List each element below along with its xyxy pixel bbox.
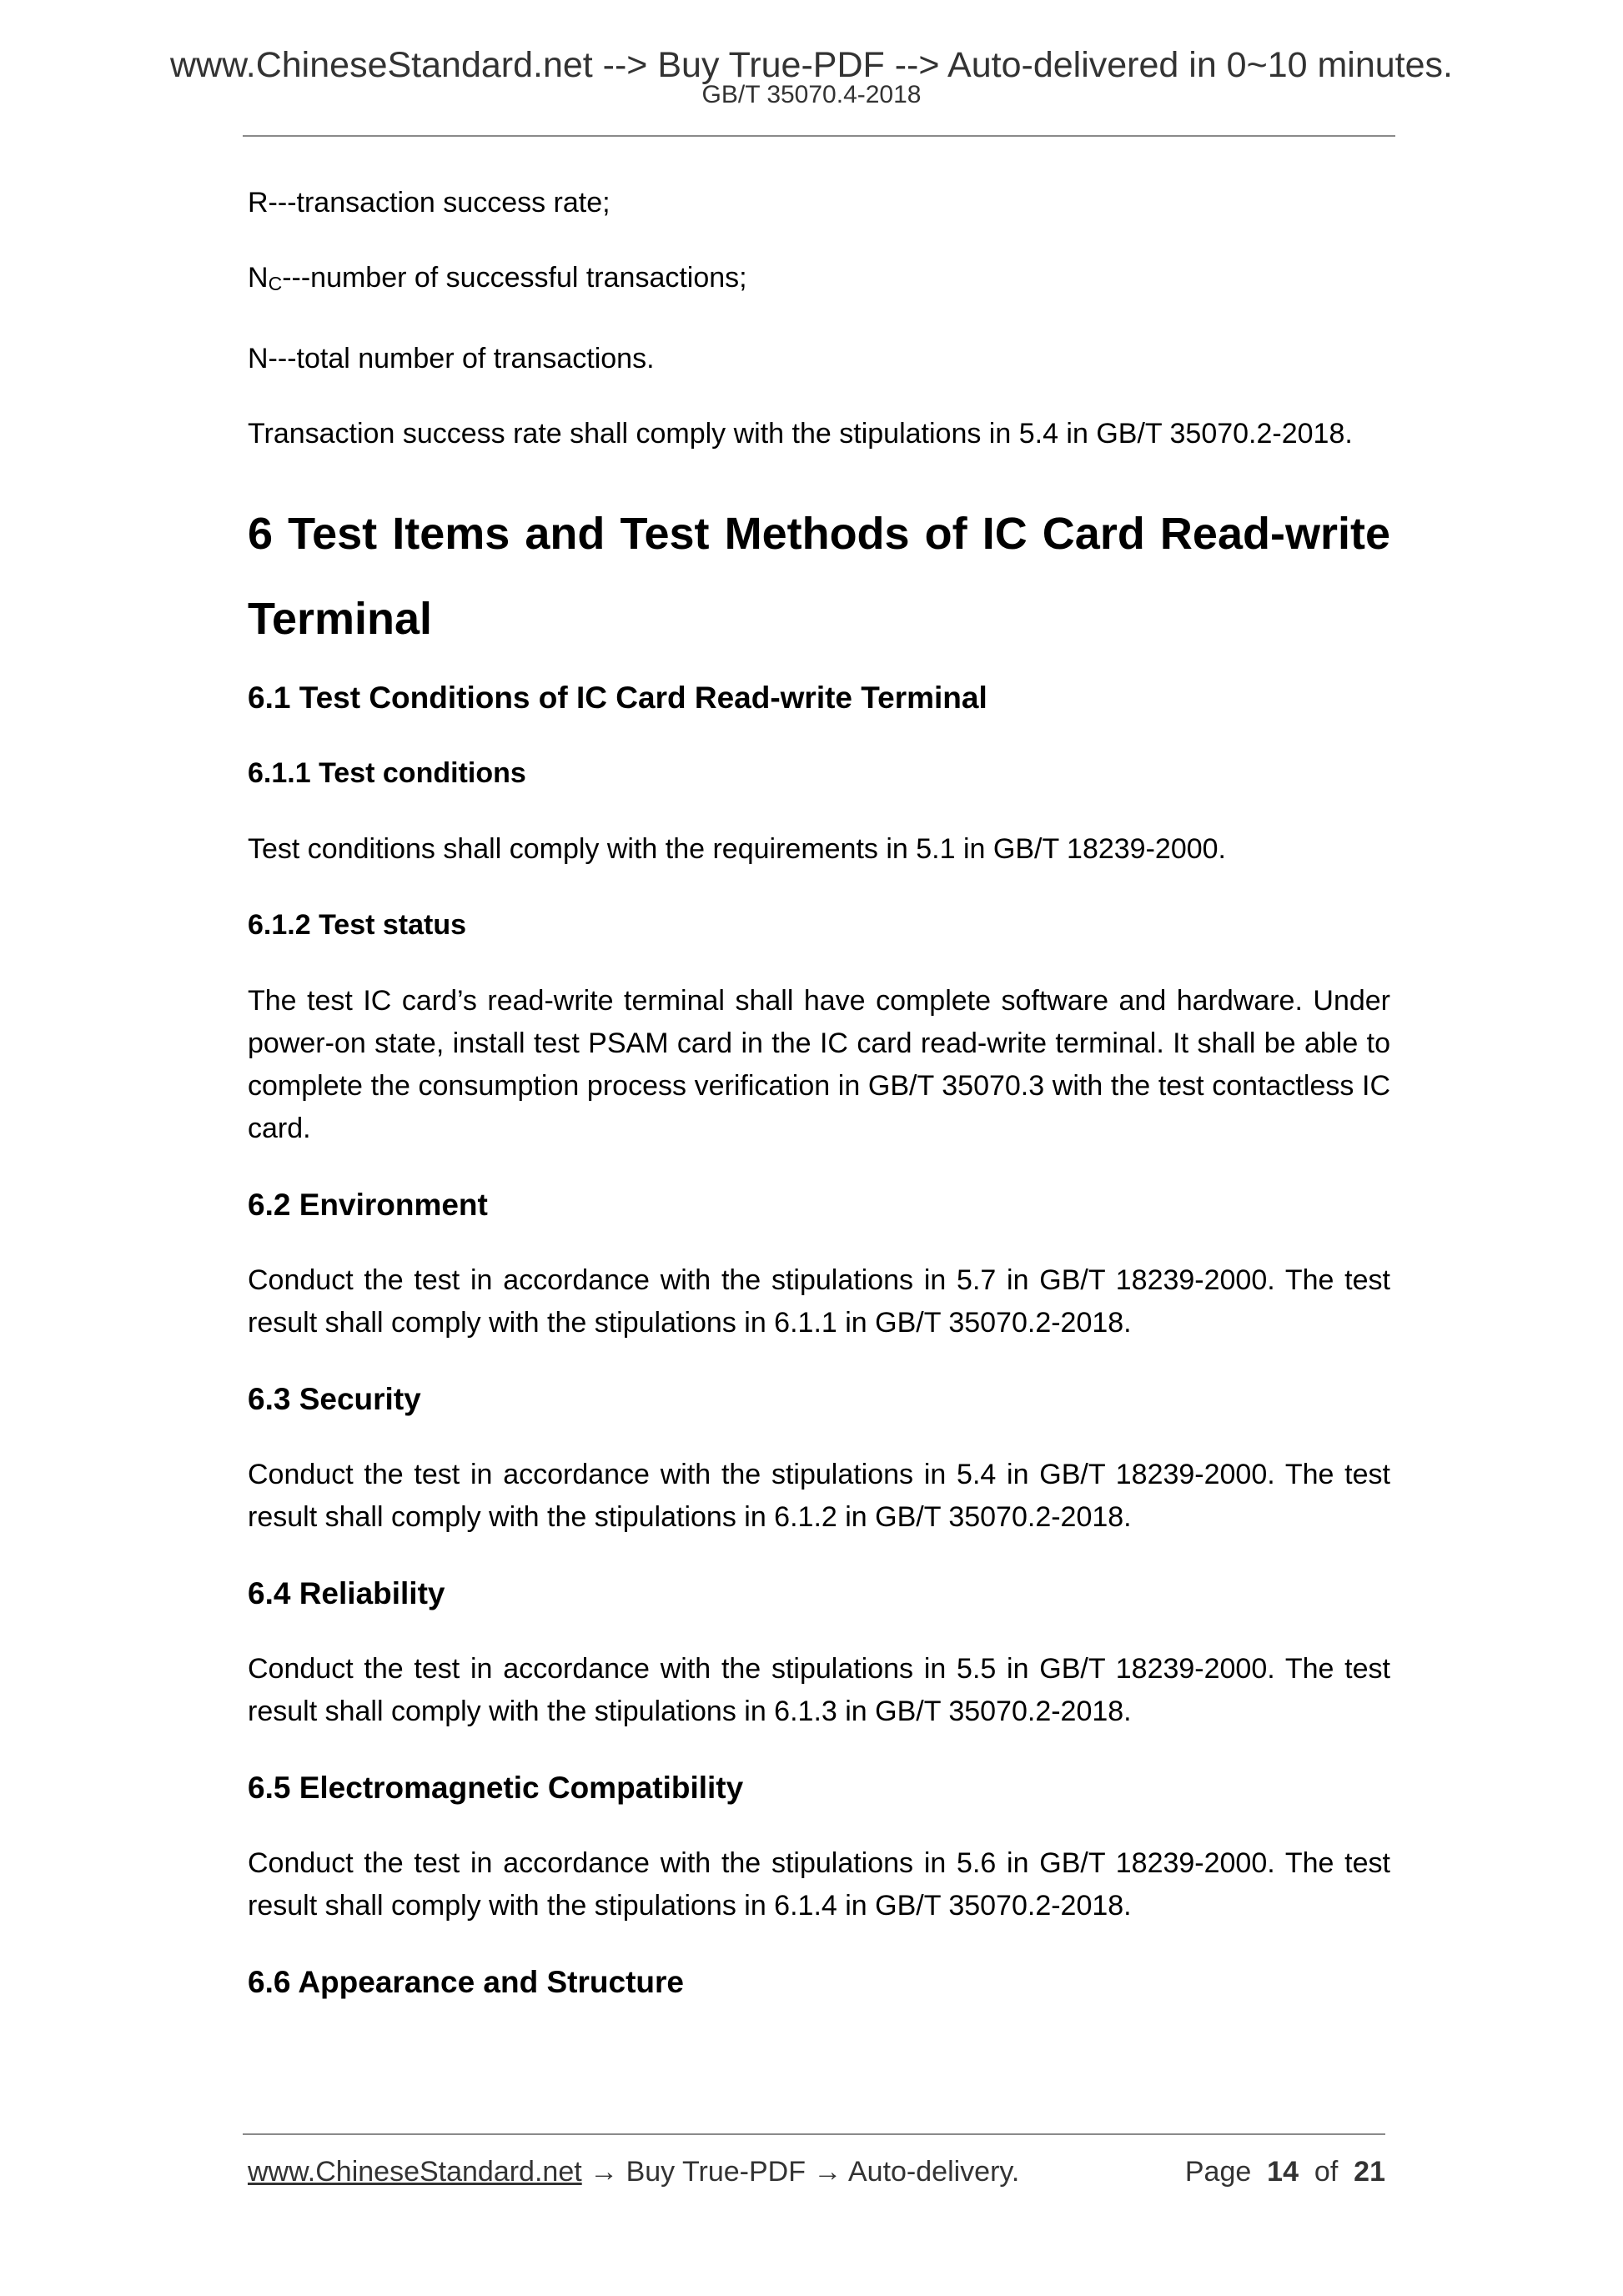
section-6-1-heading: 6.1 Test Conditions of IC Card Read-write Terminal [248, 681, 987, 715]
footer-source [248, 2153, 1019, 2190]
section-6-5-heading: 6.5 Electromagnetic Compatibility [248, 1771, 744, 1805]
page-indicator [1185, 2153, 1385, 2190]
footer-divider [243, 2133, 1385, 2135]
page-footer [248, 2153, 1385, 2190]
definition-r: R---transaction success rate; [248, 187, 611, 219]
section-6-4-text: Conduct the test in accordance with the stipulations in 5.5 in GB/T 18239-2000. The test result shall comply with the stipulations in 6.1.3 in GB/T 35070.2-2018. [248, 1653, 1390, 1727]
page-content [248, 182, 1390, 2003]
definition-nc [248, 257, 1390, 305]
document-code: GB/T 35070.4-2018 [701, 81, 922, 108]
definition-nc-text: ---number of successful transactions; [282, 262, 747, 294]
section-6-5-text: Conduct the test in accordance with the stipulations in 5.6 in GB/T 18239-2000. The test result shall comply with the stipulations in 6.1.4 in GB/T 35070.2-2018. [248, 1847, 1390, 1922]
section-6-1-2-heading: 6.1.2 Test status [248, 909, 467, 941]
section-6-4-heading: 6.4 Reliability [248, 1576, 445, 1610]
definition-nc-subscript: C [268, 273, 283, 294]
footer-trail-text: → Buy True-PDF → Auto-delivery. [581, 2156, 1020, 2188]
section-6-3-text: Conduct the test in accordance with the stipulations in 5.4 in GB/T 18239-2000. The test result shall comply with the stipulations in 6.1.2 in GB/T 35070.2-2018. [248, 1459, 1390, 1533]
page-total: 21 [1354, 2156, 1385, 2188]
chapter-6-heading: 6 Test Items and Test Methods of IC Card Read-write Terminal [248, 509, 1390, 644]
section-6-2-heading: 6.2 Environment [248, 1188, 488, 1222]
of-label: of [1314, 2156, 1339, 2188]
footer-site-link[interactable]: www.ChineseStandard.net [248, 2156, 582, 2188]
section-6-3-heading: 6.3 Security [248, 1382, 421, 1416]
section-6-1-2-text: The test IC card’s read-write terminal shall have complete software and hardware. Under power-on state, install test PSAM card in the IC card read-write terminal. It shall be able to complete the consumption process verification in GB/T 35070.3 with the test contactless IC card. [248, 985, 1390, 1144]
definition-n: N---total number of transactions. [248, 343, 655, 374]
page-number: 14 [1267, 2156, 1299, 2188]
definition-nc-symbol: N [248, 262, 269, 294]
page-label: Page [1184, 2156, 1252, 2188]
section-6-1-1-text: Test conditions shall comply with the requirements in 5.1 in GB/T 18239-2000. [248, 833, 1226, 865]
section-6-6-heading: 6.6 Appearance and Structure [248, 1965, 684, 1999]
header-divider [243, 135, 1395, 137]
intro-paragraph: Transaction success rate shall comply with the stipulations in 5.4 in GB/T 35070.2-2018. [248, 418, 1353, 450]
site-banner: www.ChineseStandard.net --> Buy True-PDF --> Auto-delivered in 0~10 minutes. [169, 45, 1453, 85]
section-6-2-text: Conduct the test in accordance with the stipulations in 5.7 in GB/T 18239-2000. The test result shall comply with the stipulations in 6.1.1 in GB/T 35070.2-2018. [248, 1264, 1390, 1339]
section-6-1-1-heading: 6.1.1 Test conditions [248, 757, 526, 789]
